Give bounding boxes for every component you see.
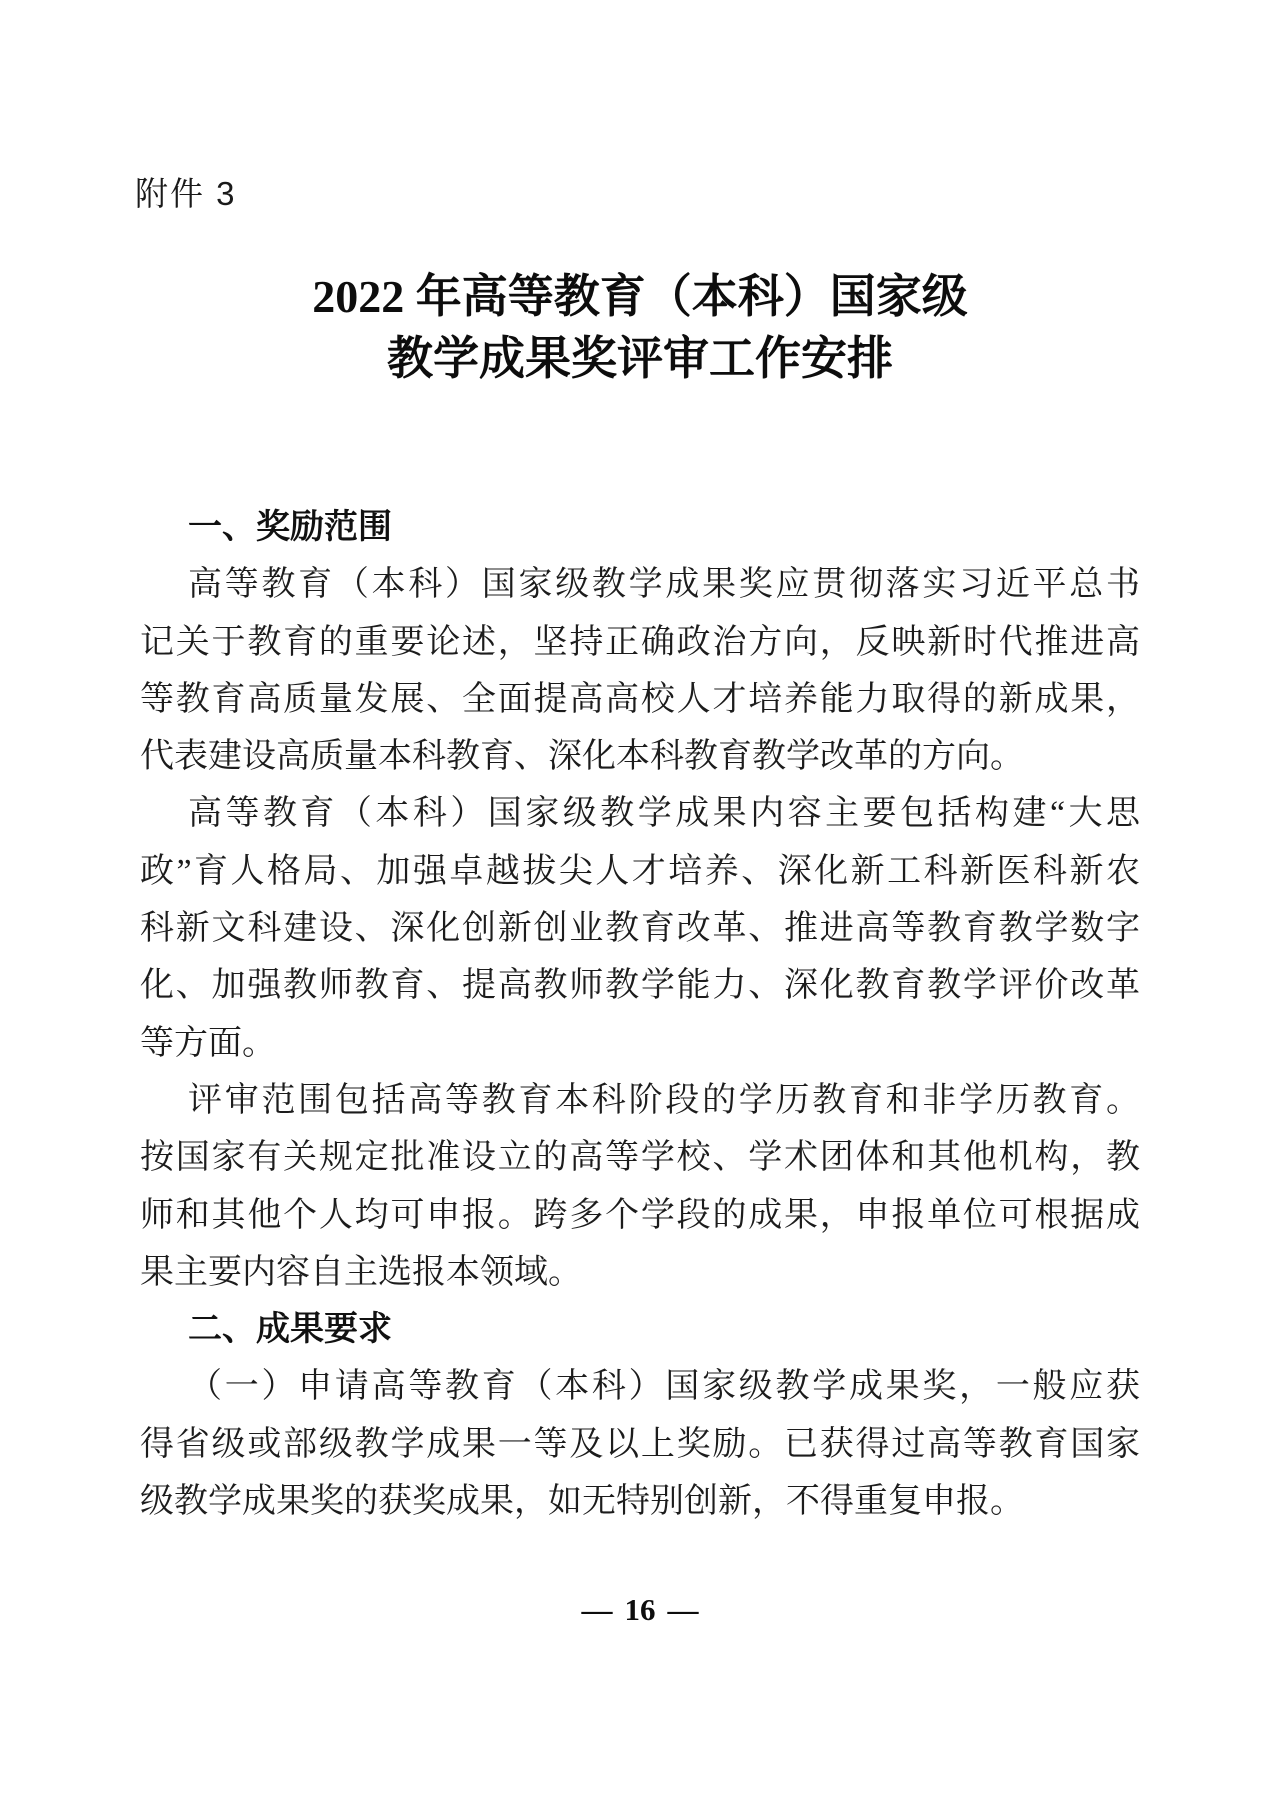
page-footer: [0, 1592, 1280, 1628]
paragraph-line: 按国家有关规定批准设立的高等学校、学术团体和其他机构，教: [140, 1139, 1140, 1177]
paragraph-line: 师和其他个人均可申报。跨多个学段的成果，申报单位可根据成: [140, 1196, 1140, 1234]
paragraph-line: 得省级或部级教学成果一等及以上奖励。已获得过高等教育国家: [140, 1425, 1140, 1463]
paragraph-line: 果主要内容自主选报本领域。: [140, 1253, 582, 1291]
paragraph-line: 评审范围包括高等教育本科阶段的学历教育和非学历教育。: [188, 1081, 1140, 1119]
title-line-2: 教学成果奖评审工作安排: [387, 333, 893, 384]
page-number: 16: [624, 1592, 656, 1627]
paragraph-line: 高等教育（本科）国家级教学成果奖应贯彻落实习近平总书: [188, 566, 1140, 604]
paragraph-line: 科新文科建设、深化创新创业教育改革、推进高等教育教学数字: [140, 910, 1140, 948]
document-body: [140, 499, 1140, 1530]
attachment-label: 附件 3: [135, 175, 237, 212]
footer-dash-right: —: [667, 1592, 699, 1627]
paragraph-line: 代表建设高质量本科教育、深化本科教育教学改革的方向。: [140, 738, 1024, 776]
title-line-1: 2022 年高等教育（本科）国家级: [312, 271, 968, 322]
paragraph-line: 化、加强教师教育、提高教师教学能力、深化教育教学评价改革: [140, 967, 1140, 1005]
paragraph-line: 等方面。: [140, 1024, 276, 1062]
paragraph-line: 高等教育（本科）国家级教学成果内容主要包括构建“大思: [188, 795, 1140, 833]
footer-dash-left: —: [581, 1592, 613, 1627]
section-heading: 一、奖励范围: [188, 508, 392, 546]
document-title: [0, 266, 1280, 390]
paragraph-line: 政”育人格局、加强卓越拔尖人才培养、深化新工科新医科新农: [140, 852, 1140, 890]
paragraph-line: 记关于教育的重要论述，坚持正确政治方向，反映新时代推进高: [140, 623, 1140, 661]
paragraph-line: （一）申请高等教育（本科）国家级教学成果奖，一般应获: [188, 1368, 1140, 1406]
paragraph-line: 级教学成果奖的获奖成果，如无特别创新，不得重复申报。: [140, 1483, 1024, 1521]
section-heading: 二、成果要求: [188, 1310, 392, 1349]
paragraph-line: 等教育高质量发展、全面提高高校人才培养能力取得的新成果，: [140, 680, 1140, 718]
